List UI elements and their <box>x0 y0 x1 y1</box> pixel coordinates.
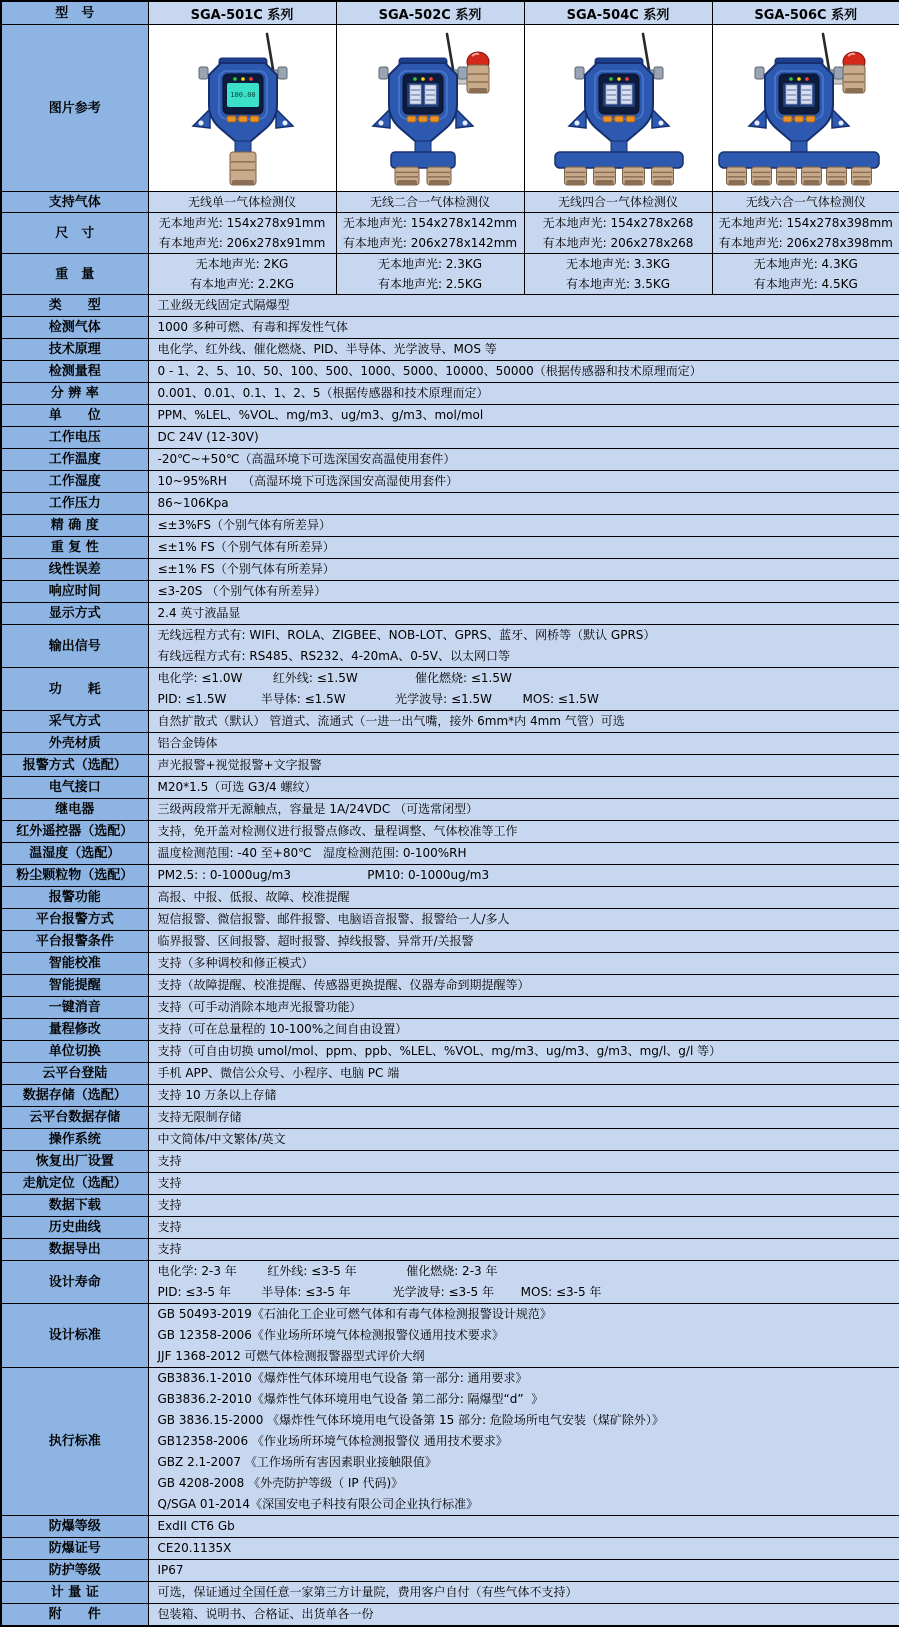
row-label: 单位切换 <box>1 1041 148 1063</box>
spec-value-line: 无线四合一气体检测仪 <box>525 192 712 212</box>
spec-value-line: 有本地声光: 2.5KG <box>337 274 524 294</box>
spec-value-cell <box>148 254 336 295</box>
spec-value-line: IP67 <box>149 1560 899 1581</box>
table-row <box>1 1304 899 1368</box>
spec-value-line: 10~95%RH （高湿环境下可选深国安高湿使用套件） <box>149 471 899 492</box>
spec-value-cell <box>148 1538 899 1560</box>
spec-value-cell <box>148 559 899 581</box>
row-label: 防爆等级 <box>1 1516 148 1538</box>
table-row <box>1 821 899 843</box>
row-label: 数据导出 <box>1 1239 148 1261</box>
table-row <box>1 1516 899 1538</box>
sensor-head <box>726 167 746 185</box>
spec-value-cell <box>336 254 524 295</box>
gas-detector-illustration-sga-501c <box>149 25 335 187</box>
row-label: 采气方式 <box>1 711 148 733</box>
row-label: 智能提醒 <box>1 975 148 997</box>
table-row <box>1 1195 899 1217</box>
spec-value-line: 无本地声光: 2KG <box>149 254 336 274</box>
sensor-head <box>395 167 419 185</box>
spec-value-line: 支持，免开盖对检测仪进行报警点修改、量程调整、气体校准等工作 <box>149 821 899 842</box>
spec-value-line: DC 24V (12-30V) <box>149 427 899 448</box>
row-label: 支持气体 <box>1 192 148 213</box>
spec-value-cell <box>148 1217 899 1239</box>
spec-value-line: 无线单一气体检测仪 <box>149 192 336 212</box>
spec-value-cell <box>148 1560 899 1582</box>
spec-value-line: 无线远程方式有: WIFI、ROLA、ZIGBEE、NOB-LOT、GPRS、蓝牙、网桥等（默认 GPRS） <box>149 625 899 646</box>
row-label: 恢复出厂设置 <box>1 1151 148 1173</box>
spec-value-line: 支持 <box>149 1239 899 1260</box>
product-image-cell-sga-501c <box>148 25 336 192</box>
gas-detector-illustration-sga-504c <box>525 25 711 187</box>
spec-value-line: 有本地声光: 2.2KG <box>149 274 336 294</box>
table-row <box>1 493 899 515</box>
table-row <box>1 1239 899 1261</box>
spec-value-line: 无本地声光: 3.3KG <box>525 254 712 274</box>
spec-value-cell <box>524 254 712 295</box>
spec-value-line: 工业级无线固定式隔爆型 <box>149 295 899 316</box>
spec-value-line: 有本地声光: 206x278x142mm <box>337 233 524 253</box>
svg-text:100.00: 100.00 <box>230 91 255 99</box>
row-label: 检测气体 <box>1 317 148 339</box>
row-label: 防护等级 <box>1 1560 148 1582</box>
table-row <box>1 1063 899 1085</box>
row-label: 历史曲线 <box>1 1217 148 1239</box>
row-label: 粉尘颗粒物（选配） <box>1 865 148 887</box>
spec-value-cell <box>148 1107 899 1129</box>
spec-value-line: 铝合金铸体 <box>149 733 899 754</box>
spec-value-line: 支持 <box>149 1173 899 1194</box>
row-label: 响应时间 <box>1 581 148 603</box>
row-label: 工作电压 <box>1 427 148 449</box>
table-row <box>1 471 899 493</box>
spec-value-line: 支持 <box>149 1195 899 1216</box>
spec-value-line: 包装箱、说明书、合格证、出货单各一份 <box>149 1604 899 1625</box>
gas-detector-illustration-sga-502c <box>337 25 523 187</box>
spec-value-line: ≤±1% FS（个别气体有所差异） <box>149 537 899 558</box>
spec-value-cell <box>148 471 899 493</box>
spec-value-cell <box>336 192 524 213</box>
table-row <box>1 931 899 953</box>
spec-value-cell <box>712 254 899 295</box>
spec-value-line: ≤±1% FS（个别气体有所差异） <box>149 559 899 580</box>
row-label: 平台报警条件 <box>1 931 148 953</box>
spec-value-line: 支持 <box>149 1151 899 1172</box>
spec-value-line: 支持无限制存储 <box>149 1107 899 1128</box>
spec-value-line: JJF 1368-2012 可燃气体检测报警器型式评价大纲 <box>149 1346 899 1367</box>
row-label: 输出信号 <box>1 625 148 668</box>
table-row <box>1 1107 899 1129</box>
product-image-cell-sga-506c <box>712 25 899 192</box>
sensor-head <box>776 167 796 185</box>
spec-value-line: 有本地声光: 3.5KG <box>525 274 712 294</box>
spec-value-cell <box>148 1582 899 1604</box>
spec-value-line: 声光报警+视觉报警+文字报警 <box>149 755 899 776</box>
row-label: 单 位 <box>1 405 148 427</box>
row-label: 分 辨 率 <box>1 383 148 405</box>
spec-value-line: GB 50493-2019《石油化工企业可燃气体和有毒气体检测报警设计规范》 <box>149 1304 899 1325</box>
table-row <box>1 777 899 799</box>
table-row <box>1 339 899 361</box>
spec-value-cell <box>148 821 899 843</box>
row-label: 执行标准 <box>1 1368 148 1516</box>
row-label: 云平台数据存储 <box>1 1107 148 1129</box>
spec-value-line: 临界报警、区间报警、超时报警、掉线报警、异常开/关报警 <box>149 931 899 952</box>
table-row <box>1 1368 899 1516</box>
row-label: 云平台登陆 <box>1 1063 148 1085</box>
table-row <box>1 515 899 537</box>
row-label: 检测量程 <box>1 361 148 383</box>
spec-value-cell <box>148 361 899 383</box>
spec-value-line: 无本地声光: 154x278x268 <box>525 213 712 233</box>
row-label: 一键消音 <box>1 997 148 1019</box>
spec-value-line: 中文简体/中文繁体/英文 <box>149 1129 899 1150</box>
row-label: 外壳材质 <box>1 733 148 755</box>
row-label: 工作温度 <box>1 449 148 471</box>
spec-value-line: 有本地声光: 206x278x268 <box>525 233 712 253</box>
sensor-head <box>751 167 771 185</box>
spec-value-cell <box>148 909 899 931</box>
table-row <box>1 1085 899 1107</box>
spec-value-cell <box>148 625 899 668</box>
spec-value-cell <box>148 383 899 405</box>
spec-value-line: 可选，保证通过全国任意一家第三方计量院，费用客户自付（有些气体不支持） <box>149 1582 899 1603</box>
spec-value-cell <box>524 192 712 213</box>
table-row <box>1 1217 899 1239</box>
row-label: 技术原理 <box>1 339 148 361</box>
spec-value-line: 无线二合一气体检测仪 <box>337 192 524 212</box>
spec-value-cell <box>148 1195 899 1217</box>
spec-value-line: GBZ 2.1-2007 《工作场所有害因素职业接触限值》 <box>149 1452 899 1473</box>
spec-value-cell <box>148 865 899 887</box>
sensor-head <box>623 167 645 185</box>
spec-value-cell <box>148 1063 899 1085</box>
row-label: 操作系统 <box>1 1129 148 1151</box>
spec-value-cell <box>148 733 899 755</box>
spec-value-cell <box>336 213 524 254</box>
row-label: 电气接口 <box>1 777 148 799</box>
spec-value-line: 支持 10 万条以上存储 <box>149 1085 899 1106</box>
spec-value-cell <box>148 427 899 449</box>
sensor-head <box>565 167 587 185</box>
spec-value-cell <box>148 1604 899 1627</box>
spec-value-cell <box>712 213 899 254</box>
spec-value-line: GB12358-2006 《作业场所环境气体检测报警仪 通用技术要求》 <box>149 1431 899 1452</box>
spec-value-line: PPM、%LEL、%VOL、mg/m3、ug/m3、g/m3、mol/mol <box>149 405 899 426</box>
spec-value-line: M20*1.5（可选 G3/4 螺纹） <box>149 777 899 798</box>
table-row <box>1 711 899 733</box>
spec-value-line: 0.001、0.01、0.1、1、2、5（根据传感器和技术原理而定） <box>149 383 899 404</box>
header-model-label: 型 号 <box>1 1 148 25</box>
spec-value-cell <box>148 887 899 909</box>
table-row <box>1 799 899 821</box>
spec-value-line: CE20.1135X <box>149 1538 899 1559</box>
table-row <box>1 405 899 427</box>
spec-value-cell <box>148 1041 899 1063</box>
spec-value-cell <box>148 449 899 471</box>
table-row <box>1 1019 899 1041</box>
spec-value-cell <box>148 953 899 975</box>
spec-value-line: 无线六合一气体检测仪 <box>713 192 899 212</box>
spec-value-line: 温度检测范围: -40 至+80℃ 湿度检测范围: 0-100%RH <box>149 843 899 864</box>
sensor-head <box>230 152 256 185</box>
spec-value-cell <box>148 668 899 711</box>
table-row <box>1 953 899 975</box>
spec-value-cell <box>148 537 899 559</box>
row-label: 工作湿度 <box>1 471 148 493</box>
spec-value-line: 支持（多种调校和修正模式） <box>149 953 899 974</box>
spec-value-line: 无本地声光: 154x278x142mm <box>337 213 524 233</box>
table-row <box>1 317 899 339</box>
spec-value-line: 支持 <box>149 1217 899 1238</box>
sensor-head <box>801 167 821 185</box>
table-row <box>1 427 899 449</box>
spec-value-line: 电化学: 2-3 年 红外线: ≤3-5 年 催化燃烧: 2-3 年 <box>149 1261 899 1282</box>
gas-detector-illustration-sga-506c <box>713 25 899 187</box>
spec-value-cell <box>148 799 899 821</box>
spec-value-cell <box>148 603 899 625</box>
spec-value-cell <box>148 1304 899 1368</box>
spec-value-line: PID: ≤1.5W 半导体: ≤1.5W 光学波导: ≤1.5W MOS: ≤1.5W <box>149 689 899 710</box>
spec-value-cell <box>148 755 899 777</box>
spec-value-cell <box>148 405 899 427</box>
table-row <box>1 843 899 865</box>
table-row <box>1 1041 899 1063</box>
row-label: 线性误差 <box>1 559 148 581</box>
spec-value-line: PM2.5: : 0-1000ug/m3 PM10: 0-1000ug/m3 <box>149 865 899 886</box>
spec-value-line: 支持（可自由切换 umol/mol、ppm、ppb、%LEL、%VOL、mg/m3、ug/m3、g/m3、mg/l、g/l 等） <box>149 1041 899 1062</box>
spec-value-line: 有本地声光: 4.5KG <box>713 274 899 294</box>
table-row <box>1 755 899 777</box>
spec-value-line: 支持（可在总量程的 10-100%之间自由设置） <box>149 1019 899 1040</box>
row-label: 报警功能 <box>1 887 148 909</box>
row-label: 计 量 证 <box>1 1582 148 1604</box>
spec-value-line: 无本地声光: 2.3KG <box>337 254 524 274</box>
column-header-sga-506c: SGA-506C 系列 <box>712 1 899 25</box>
row-label: 设计标准 <box>1 1304 148 1368</box>
spec-value-cell <box>148 1173 899 1195</box>
table-row <box>1 449 899 471</box>
spec-value-cell <box>148 777 899 799</box>
sensor-head <box>851 167 871 185</box>
spec-value-line: PID: ≤3-5 年 半导体: ≤3-5 年 光学波导: ≤3-5 年 MOS: ≤3-5 年 <box>149 1282 899 1303</box>
table-row <box>1 537 899 559</box>
row-label: 类 型 <box>1 295 148 317</box>
spec-value-line: 自然扩散式（默认） 管道式、流通式（一进一出气嘴，接外 6mm*内 4mm 气管）可选 <box>149 711 899 732</box>
sensor-head <box>652 167 674 185</box>
spec-value-cell <box>148 997 899 1019</box>
spec-value-line: 电化学、红外线、催化燃烧、PID、半导体、光学波导、MOS 等 <box>149 339 899 360</box>
spec-value-line: 无本地声光: 4.3KG <box>713 254 899 274</box>
spec-value-line: GB3836.1-2010《爆炸性气体环境用电气设备 第一部分: 通用要求》 <box>149 1368 899 1389</box>
table-row <box>1 887 899 909</box>
table-row <box>1 1129 899 1151</box>
row-label: 温湿度（选配） <box>1 843 148 865</box>
spec-value-cell <box>148 581 899 603</box>
spec-value-line: 手机 APP、微信公众号、小程序、电脑 PC 端 <box>149 1063 899 1084</box>
spec-value-cell <box>148 1261 899 1304</box>
spec-value-cell <box>148 339 899 361</box>
spec-value-cell <box>148 1516 899 1538</box>
image-row <box>1 25 899 192</box>
row-label: 继电器 <box>1 799 148 821</box>
spec-value-line: 有线远程方式有: RS485、RS232、4-20mA、0-5V、以太网口等 <box>149 646 899 667</box>
table-row <box>1 733 899 755</box>
row-label: 工作压力 <box>1 493 148 515</box>
spec-value-line: GB3836.2-2010《爆炸性气体环境用电气设备 第二部分: 隔爆型“d” 》 <box>149 1389 899 1410</box>
table-row <box>1 625 899 668</box>
row-label: 红外遥控器（选配） <box>1 821 148 843</box>
spec-value-line: ≤3-20S （个别气体有所差异） <box>149 581 899 602</box>
column-header-sga-501c: SGA-501C 系列 <box>148 1 336 25</box>
column-header-sga-502c: SGA-502C 系列 <box>336 1 524 25</box>
table-row <box>1 559 899 581</box>
sensor-head <box>594 167 616 185</box>
spec-value-cell <box>148 1151 899 1173</box>
table-row <box>1 295 899 317</box>
table-row <box>1 383 899 405</box>
row-label: 报警方式（选配） <box>1 755 148 777</box>
spec-value-line: 三级两段常开无源触点，容量是 1A/24VDC （可选常闭型） <box>149 799 899 820</box>
row-label: 附 件 <box>1 1604 148 1627</box>
sensor-head <box>427 167 451 185</box>
spec-value-cell <box>148 711 899 733</box>
spec-value-line: 无本地声光: 154x278x91mm <box>149 213 336 233</box>
table-row <box>1 1604 899 1627</box>
column-header-sga-504c: SGA-504C 系列 <box>524 1 712 25</box>
spec-value-cell <box>148 213 336 254</box>
spec-value-cell <box>148 317 899 339</box>
spec-value-line: 86~106Kpa <box>149 493 899 514</box>
spec-value-line: 电化学: ≤1.0W 红外线: ≤1.5W 催化燃烧: ≤1.5W <box>149 668 899 689</box>
row-label: 显示方式 <box>1 603 148 625</box>
spec-value-cell <box>148 1085 899 1107</box>
row-label: 智能校准 <box>1 953 148 975</box>
spec-value-line: -20℃~+50℃（高温环境下可选深国安高温使用套件） <box>149 449 899 470</box>
spec-value-cell <box>712 192 899 213</box>
spec-value-cell <box>148 1368 899 1516</box>
spec-value-cell <box>148 515 899 537</box>
row-label: 功 耗 <box>1 668 148 711</box>
spec-value-cell <box>148 1019 899 1041</box>
product-image-cell-sga-504c <box>524 25 712 192</box>
spec-value-line: ≤±3%FS（个别气体有所差异） <box>149 515 899 536</box>
spec-value-cell <box>148 843 899 865</box>
spec-value-line: 支持（故障提醒、校准提醒、传感器更换提醒、仪器寿命到期提醒等） <box>149 975 899 996</box>
spec-value-line: GB 12358-2006《作业场所环境气体检测报警仪通用技术要求》 <box>149 1325 899 1346</box>
row-label: 设计寿命 <box>1 1261 148 1304</box>
table-row <box>1 254 899 295</box>
row-label: 量程修改 <box>1 1019 148 1041</box>
table-row <box>1 1151 899 1173</box>
spec-value-line: 短信报警、微信报警、邮件报警、电脑语音报警、报警给一人/多人 <box>149 909 899 930</box>
table-row <box>1 1173 899 1195</box>
spec-value-cell <box>148 493 899 515</box>
table-row <box>1 1582 899 1604</box>
spec-value-line: Q/SGA 01-2014《深国安电子科技有限公司企业执行标准》 <box>149 1494 899 1515</box>
table-row <box>1 997 899 1019</box>
table-row <box>1 192 899 213</box>
spec-value-cell <box>148 931 899 953</box>
spec-value-cell <box>148 975 899 997</box>
row-label: 重 复 性 <box>1 537 148 559</box>
spec-value-line: ExdII CT6 Gb <box>149 1516 899 1537</box>
spec-value-cell <box>148 295 899 317</box>
row-label: 数据下载 <box>1 1195 148 1217</box>
header-row <box>1 1 899 25</box>
spec-value-line: 1000 多种可燃、有毒和挥发性气体 <box>149 317 899 338</box>
table-row <box>1 603 899 625</box>
spec-value-line: 有本地声光: 206x278x398mm <box>713 233 899 253</box>
table-row <box>1 1538 899 1560</box>
product-image-cell-sga-502c <box>336 25 524 192</box>
table-row <box>1 909 899 931</box>
row-label: 走航定位（选配） <box>1 1173 148 1195</box>
image-row-label: 图片参考 <box>1 25 148 192</box>
spec-value-line: 支持（可手动消除本地声光报警功能） <box>149 997 899 1018</box>
sensor-head <box>826 167 846 185</box>
table-row <box>1 581 899 603</box>
row-label: 平台报警方式 <box>1 909 148 931</box>
table-row <box>1 361 899 383</box>
spec-value-cell <box>148 1129 899 1151</box>
spec-value-line: 无本地声光: 154x278x398mm <box>713 213 899 233</box>
table-row <box>1 213 899 254</box>
spec-value-line: 2.4 英寸液晶显 <box>149 603 899 624</box>
spec-value-cell <box>148 192 336 213</box>
row-label: 重 量 <box>1 254 148 295</box>
row-label: 精 确 度 <box>1 515 148 537</box>
spec-value-line: 高报、中报、低报、故障、校准提醒 <box>149 887 899 908</box>
spec-value-line: 0 - 1、2、5、10、50、100、500、1000、5000、10000、50000（根据传感器和技术原理而定） <box>149 361 899 382</box>
table-row <box>1 1261 899 1304</box>
row-label: 尺 寸 <box>1 213 148 254</box>
spec-value-cell <box>524 213 712 254</box>
spec-value-cell <box>148 1239 899 1261</box>
row-label: 数据存储（选配） <box>1 1085 148 1107</box>
table-row <box>1 1560 899 1582</box>
spec-value-line: 有本地声光: 206x278x91mm <box>149 233 336 253</box>
spec-value-line: GB 4208-2008 《外壳防护等级（ IP 代码)》 <box>149 1473 899 1494</box>
spec-value-line: GB 3836.15-2000 《爆炸性气体环境用电气设备第 15 部分: 危险场所电气安装（煤矿除外）》 <box>149 1410 899 1431</box>
row-label: 防爆证号 <box>1 1538 148 1560</box>
table-row <box>1 975 899 997</box>
table-row <box>1 668 899 711</box>
table-row <box>1 865 899 887</box>
